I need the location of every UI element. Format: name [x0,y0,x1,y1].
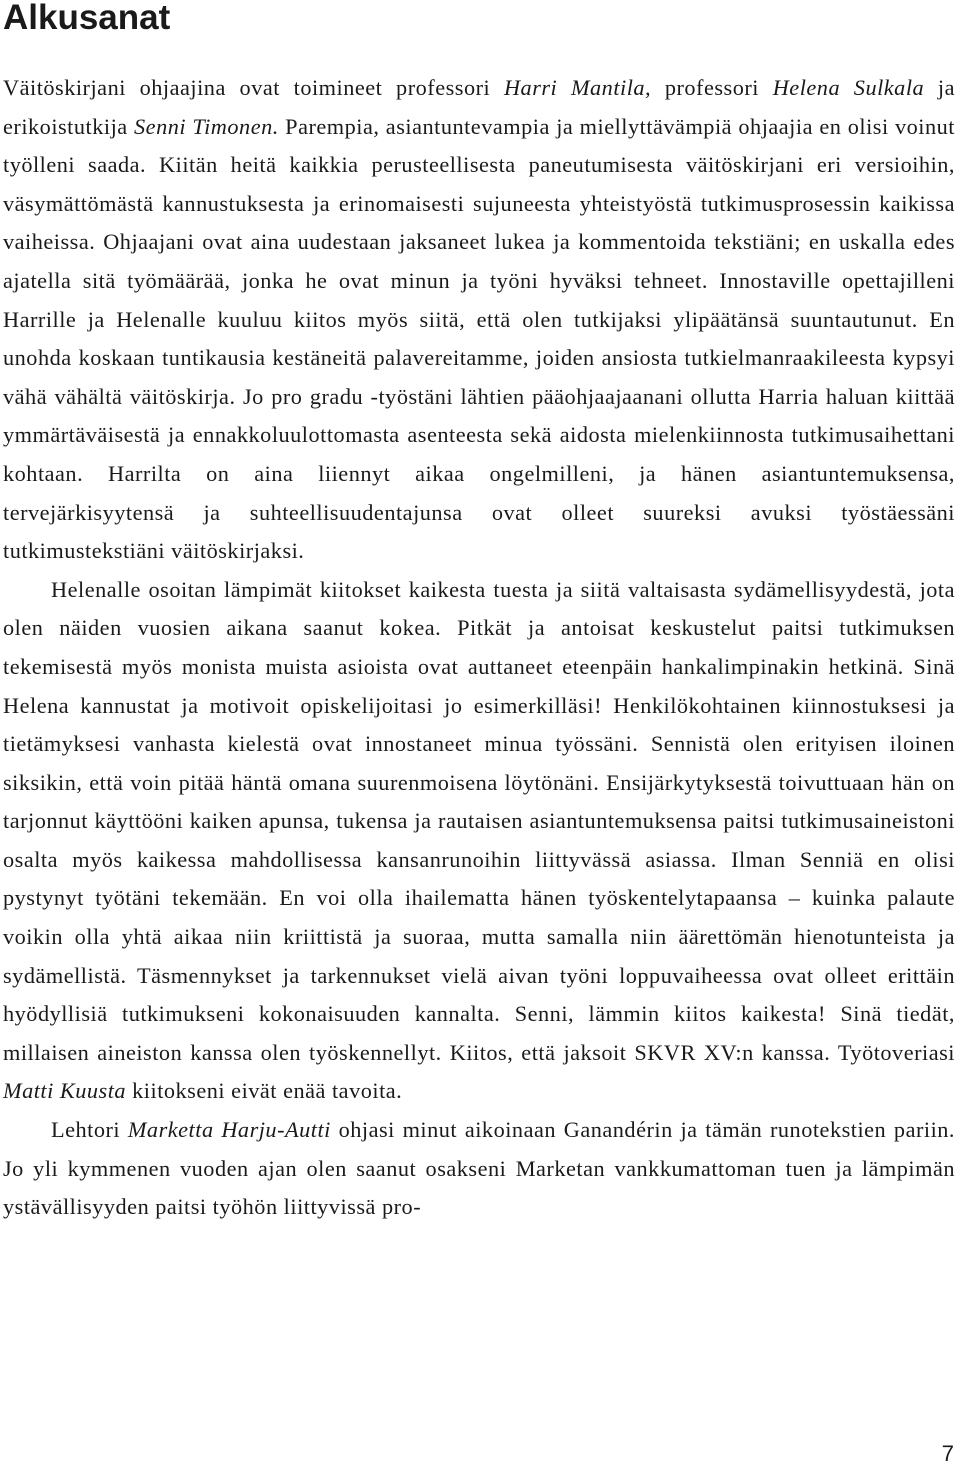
person-name: Harri Mantila, [503,75,652,100]
person-name: Senni Timonen. [134,113,279,139]
text-segment: Lehtori [51,1117,128,1143]
page-title: Alkusanat [3,0,171,37]
paragraph-3 [3,1111,955,1227]
text-segment: ohjasi minut aikoinaan Ganandérin ja tämän runotekstien pariin. Jo yli kymmenen vuoden ajan olen saanut osakseni Marketan vankkumattoman tuen ja lämpimän ystävällisyyden paitsi työhön liittyvissä pro- [3,1117,956,1220]
person-name: Matti Kuusta [3,1078,127,1104]
text-segment: ja erikoistutkija [3,75,955,139]
page-number: 7 [941,1441,954,1466]
person-name: Helena Sulkala [772,75,925,100]
text-segment: kiitokseni eivät enää tavoita. [126,1078,403,1104]
text-segment: Parempia, asiantuntevampia ja miellyttävämpiä ohjaajia en olisi voinut työlleni saada. Kiitän heitä kaikkia perusteellisesta paneutumisesta väitöskirjani eri versioihin, väsymättömästä kannustuksesta ja erinomaisesti sujuneesta yhteistyöstä tutkimusprosessin kaikissa vaiheissa. Ohjaajani ovat aina uudestaan jaksaneet lukea ja kommentoida tekstiäni; en uskalla edes ajatella sitä työmäärää, jonka he ovat minun ja työni hyväksi tehneet. Innostaville opettajilleni Harrille ja Helenalle kuuluu kiitos myös siitä, että olen tutkijaksi ylipäätänsä suuntautunut. En unohda koskaan tuntikausia kestäneitä palavereitamme, joiden ansiosta tutkielmanraakileesta kypsyi vähä vähältä väitöskirja. Jo pro gradu -työstäni lähtien pääohjaajaanani ollutta Harria haluan kiittää ymmärtäväisestä ja ennakkoluulottomasta asenteesta sekä aidosta mielenkiinnosta tutkimusaihettani kohtaan. Harrilta on aina liiennyt aikaa ongelmilleni, ja hänen asiantuntemuksensa, tervejärkisyytensä ja suhteellisuudentajunsa ovat olleet suureksi avuksi työstäessäni tutkimustekstiäni väitöskirjaksi. [3,113,955,564]
person-name: Marketta Harju-Autti [127,1117,331,1143]
paragraph-2 [3,571,955,1111]
text-segment: Väitöskirjani ohjaajina ovat toimineet professori [3,75,504,100]
text-segment: Helenalle osoitan lämpimät kiitokset kaikesta tuesta ja siitä valtaisasta sydämellisyydestä, jota olen näiden vuosien aikana saanut kokea. Pitkät ja antoisat keskustelut paitsi tutkimuksen tekemisestä myös monista muista asioista ovat auttaneet eteenpäin hankalimpinakin hetkinä. Sinä Helena kannustat ja motivoit opiskelijoitasi jo esimerkilläsi! Henkilökohtainen kiinnostuksesi ja tietämyksesi vanhasta kielestä ovat innostaneet minua työssäni. Sennistä olen erityisen iloinen siksikin, että voin pitää häntä omana suurenmoisena löytönäni. Ensijärkytyksestä toivuttuaan hän on tarjonnut käyttööni kaiken apunsa, tukensa ja rautaisen asiantuntemuksensa paitsi tutkimusaineistoni osalta myös kaikessa mahdollisessa kansanrunoihin liittyvässä asiassa. Ilman Senniä en olisi pystynyt työtäni tekemään. En voi olla ihailematta hänen työskentelytapaansa – kuinka palaute voikin olla yhtä aikaa niin kriittistä ja suoraa, mutta samalla niin äärettömän hienotunteista ja sydämellistä. Täsmennykset ja tarkennukset vielä aivan työni loppuvaiheessa ovat olleet erittäin hyödyllisiä tutkimukseni kokonaisuuden kannalta. Senni, lämmin kiitos kaikesta! Sinä tiedät, millaisen aineiston kanssa olen työskennellyt. Kiitos, että jaksoit SKVR XV:n kanssa. Työtoveriasi [3,576,955,1065]
body-text [3,69,955,1227]
text-segment: professori [651,75,773,100]
paragraph-1 [3,69,955,571]
